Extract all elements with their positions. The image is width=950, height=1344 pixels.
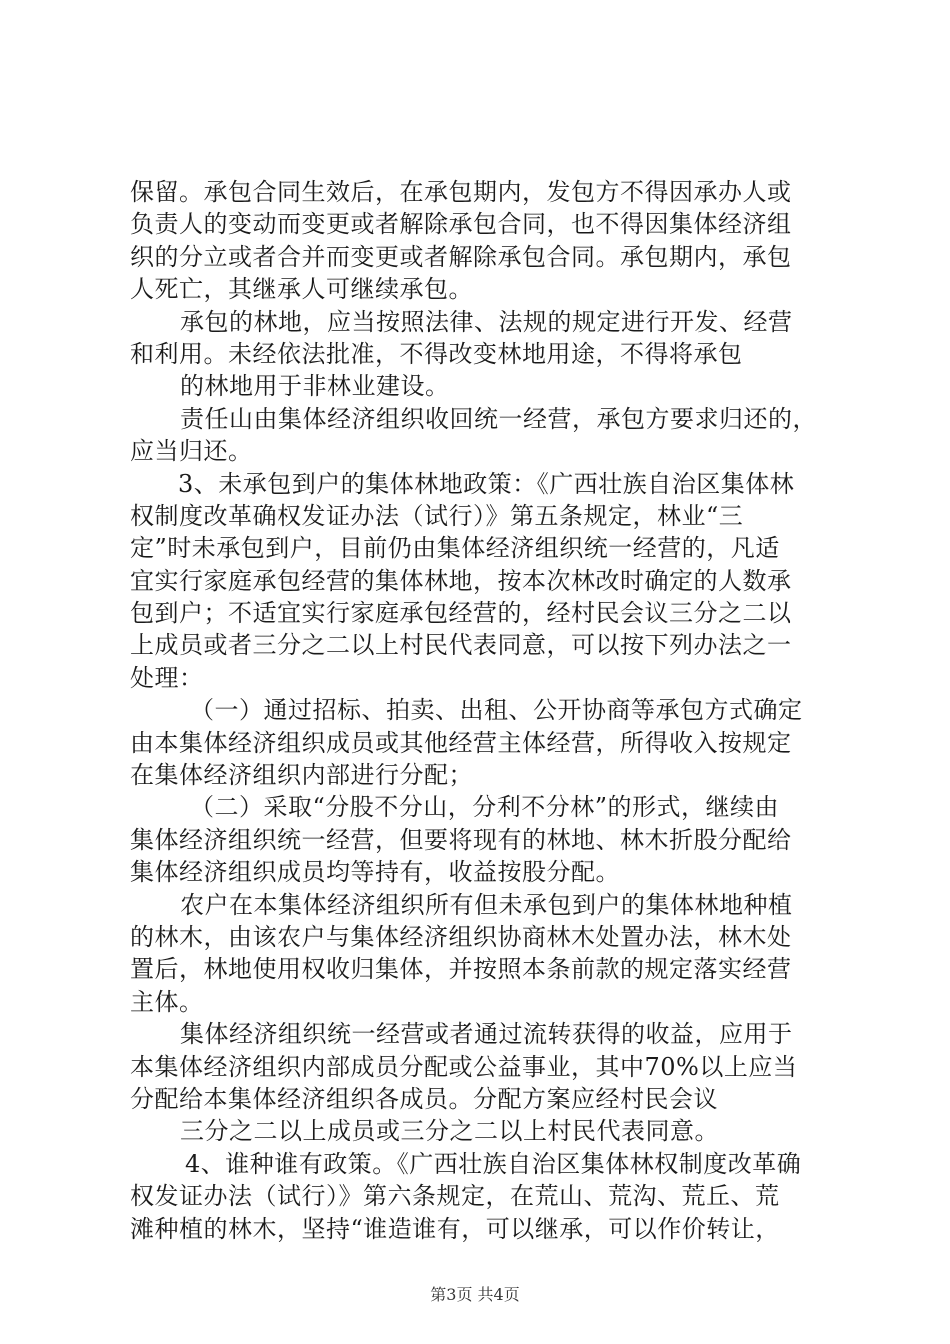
text-line: 滩种植的林木，坚持“谁造谁有，可以继承，可以作价转让， [130, 1214, 780, 1243]
text-line: 宜实行家庭承包经营的集体林地，按本次林改时确定的人数承 [130, 566, 792, 595]
text-line: 权制度改革确权发证办法（试行）》第五条规定，林业“三 [130, 501, 744, 530]
text-line: 主体。 [130, 987, 204, 1016]
text-line: 人死亡，其继承人可继续承包。 [130, 275, 473, 304]
text-line: 的林地用于非林业建设。 [180, 372, 450, 401]
text-line: （一）通过招标、拍卖、出租、公开协商等承包方式确定 [190, 696, 803, 725]
text-line: 处理： [130, 663, 204, 692]
text-line: 责任山由集体经济组织收回统一经营，承包方要求归还的， [180, 404, 817, 433]
text-line: 定”时未承包到户，目前仍由集体经济组织统一经营的，凡适 [130, 534, 780, 563]
text-line: 置后，林地使用权收归集体，并按照本条前款的规定落实经营 [130, 955, 792, 984]
text-line: 由本集体经济组织成员或其他经营主体经营，所得收入按规定 [130, 728, 792, 757]
text-line: 集体经济组织统一经营或者通过流转获得的收益，应用于 [180, 1020, 793, 1049]
text-line: 本集体经济组织内部成员分配或公益事业，其中70%以上应当 [130, 1052, 798, 1081]
text-line: 在集体经济组织内部进行分配； [130, 761, 473, 790]
text-line: 包到户；不适宜实行家庭承包经营的，经村民会议三分之二以 [130, 599, 792, 628]
text-line: 农户在本集体经济组织所有但未承包到户的集体林地种植 [180, 890, 793, 919]
text-line: 集体经济组织成员均等持有，收益按股分配。 [130, 858, 620, 887]
text-line: 权发证办法（试行）》第六条规定，在荒山、荒沟、荒丘、荒 [130, 1182, 780, 1211]
text-line: 4、谁种谁有政策。《广西壮族自治区集体林权制度改革确 [185, 1149, 802, 1178]
page-footer: 第3页 共4页 [430, 1285, 520, 1304]
text-line: 3、未承包到户的集体林地政策：《广西壮族自治区集体林 [178, 469, 795, 498]
text-line: 承包的林地，应当按照法律、法规的规定进行开发、经营 [180, 307, 793, 336]
text-line: 织的分立或者合并而变更或者解除承包合同。承包期内，承包 [130, 242, 792, 271]
document-body [130, 176, 830, 1245]
text-line: 集体经济组织统一经营，但要将现有的林地、林木折股分配给 [130, 825, 792, 854]
text-line: （二）采取“分股不分山，分利不分林”的形式，继续由 [190, 793, 780, 822]
text-line: 应当归还。 [130, 437, 253, 466]
text-line: 和利用。未经依法批准，不得改变林地用途，不得将承包 [130, 339, 743, 368]
text-line: 三分之二以上成员或三分之二以上村民代表同意。 [180, 1117, 719, 1146]
text-line: 保留。承包合同生效后，在承包期内，发包方不得因承办人或 [130, 178, 792, 206]
text-line: 的林木，由该农户与集体经济组织协商林木处置办法，林木处 [130, 922, 792, 951]
text-line: 分配给本集体经济组织各成员。分配方案应经村民会议 [130, 1084, 718, 1113]
text-line: 负责人的变动而变更或者解除承包合同，也不得因集体经济组 [130, 210, 792, 239]
text-line: 上成员或者三分之二以上村民代表同意，可以按下列办法之一 [130, 631, 792, 660]
